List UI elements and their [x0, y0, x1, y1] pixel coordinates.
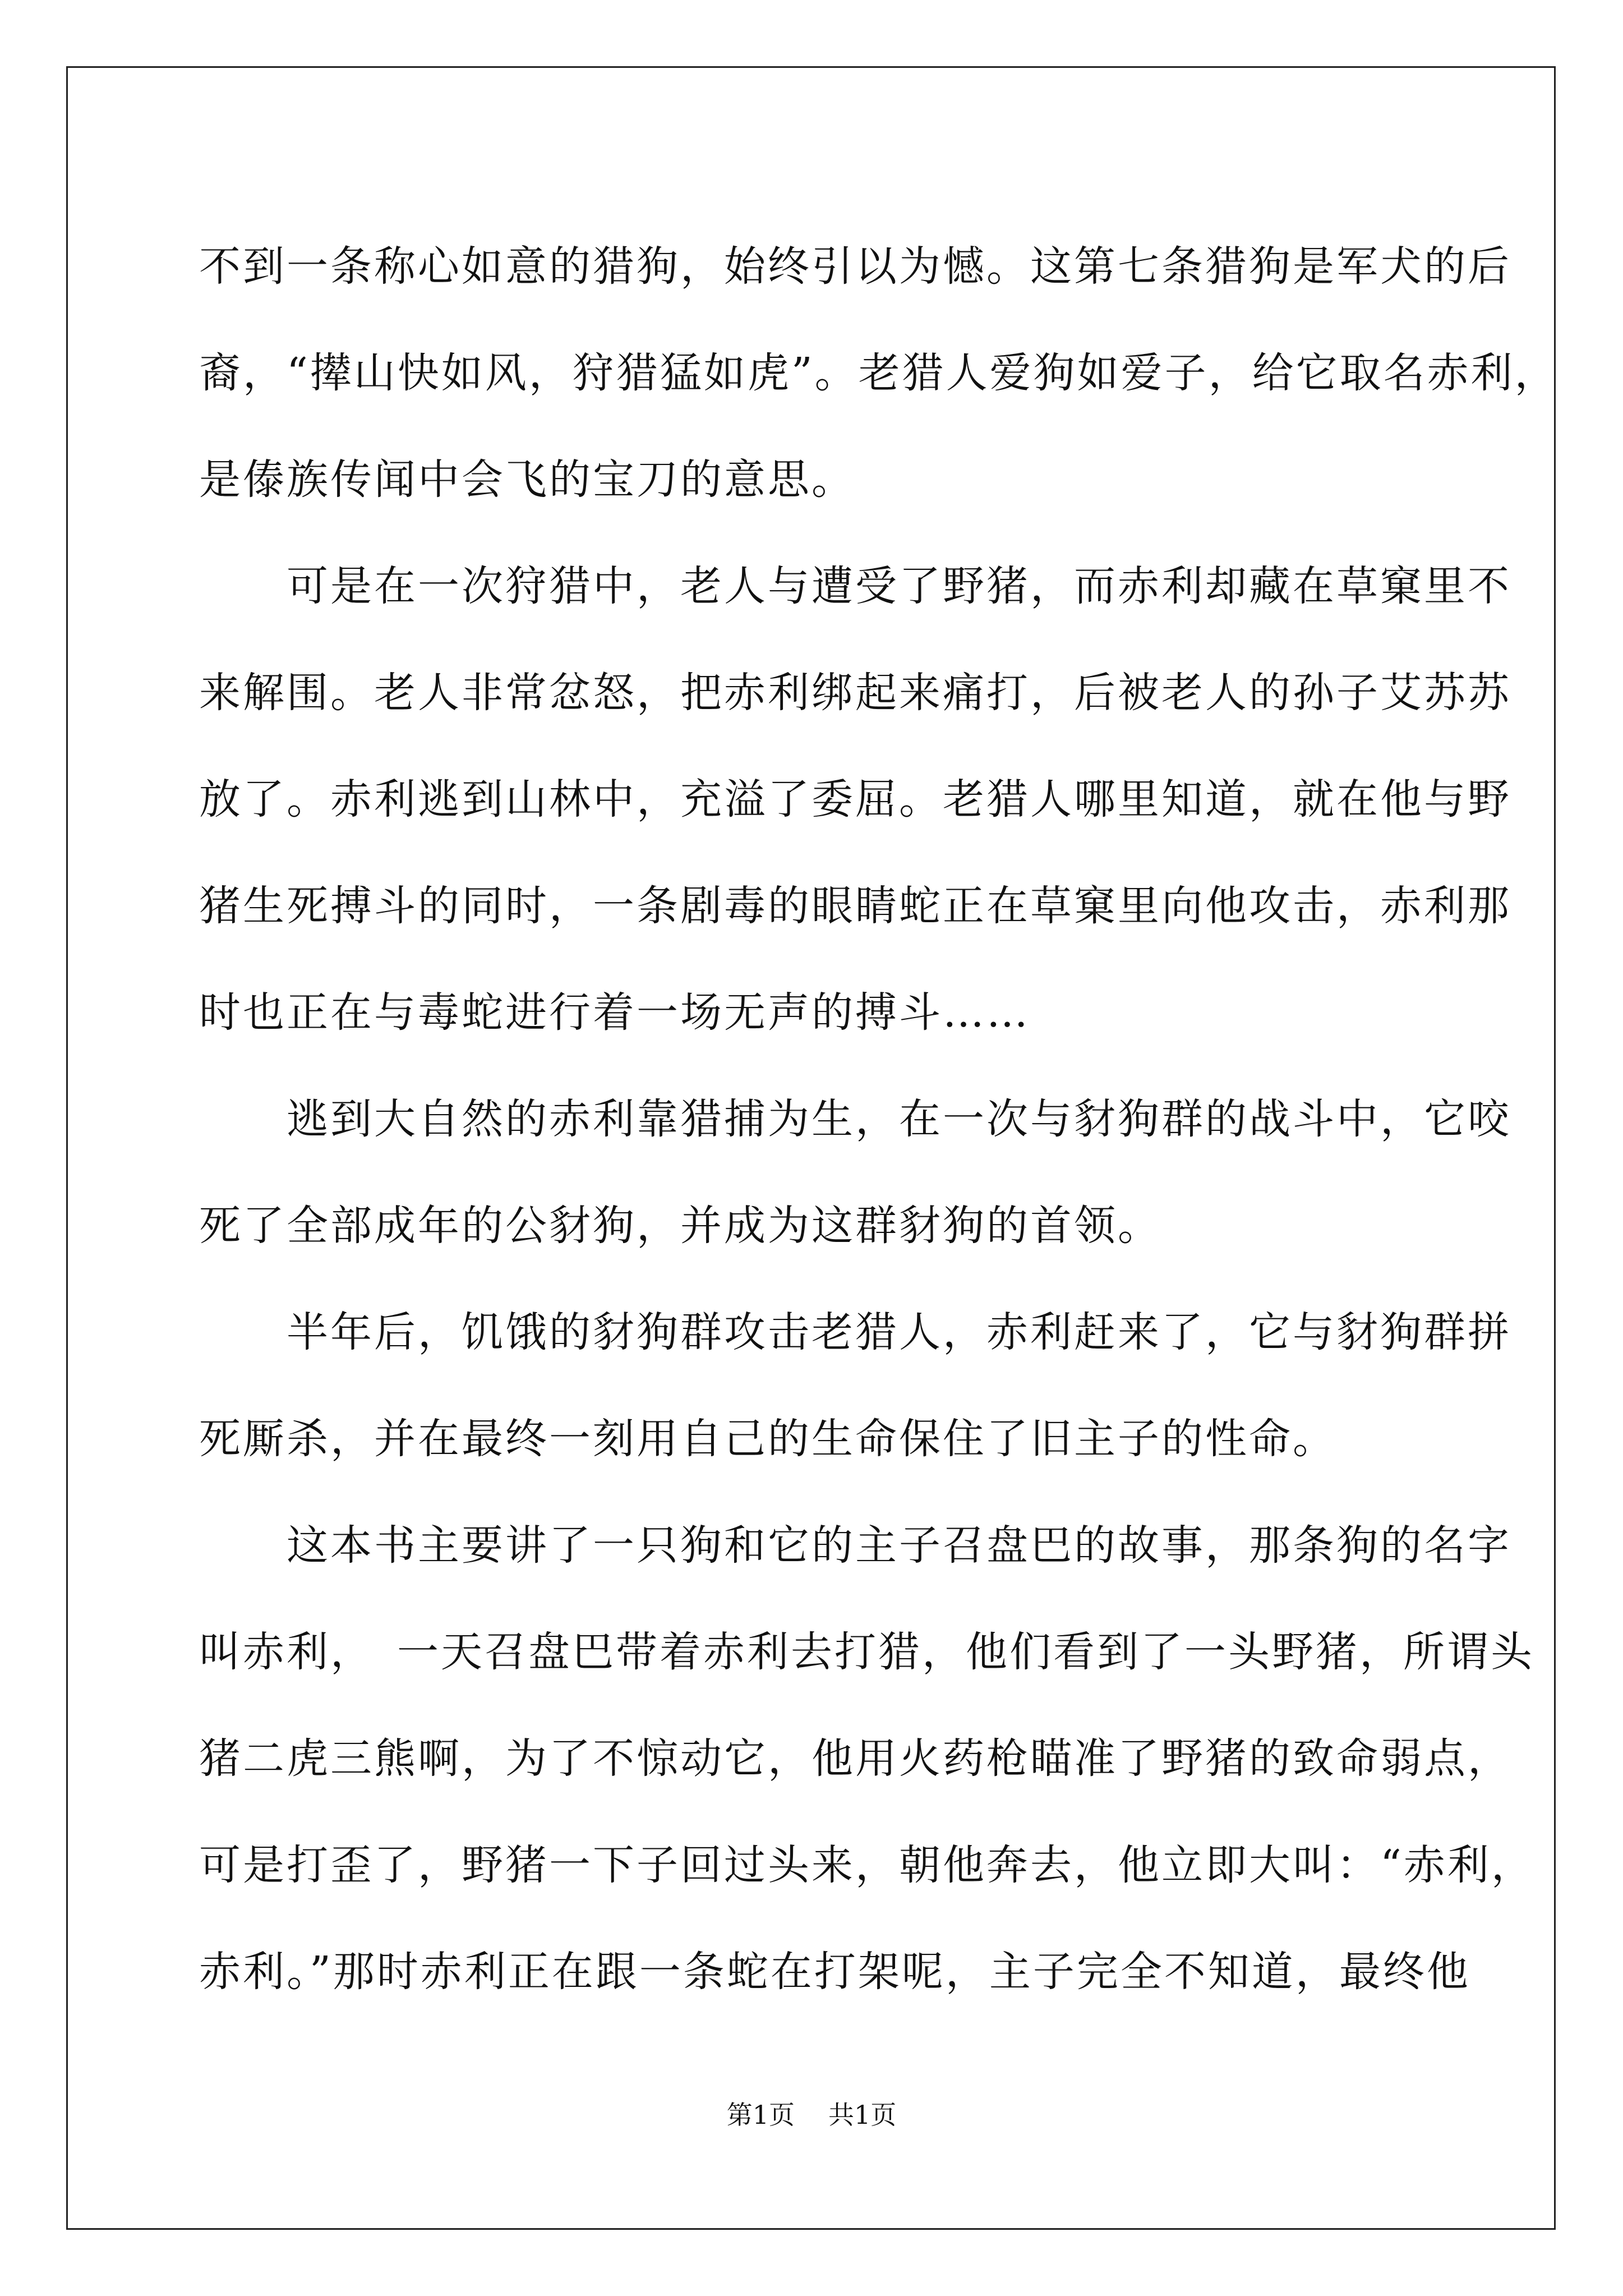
text-line: 来解围。老人非常忿怒，把赤利绑起来痛打，后被老人的孙子艾苏苏 [199, 669, 1511, 717]
text-line: 可是在一次狩猎中，老人与遭受了野猪，而赤利却藏在草窠里不 [199, 562, 1511, 610]
text-line: 这本书主要讲了一只狗和它的主子召盘巴的故事，那条狗的名字 [199, 1521, 1511, 1570]
text-line: 不到一条称心如意的猎狗，始终引以为憾。这第七条猎狗是军犬的后 [199, 242, 1511, 291]
text-line: 放了。赤利逃到山林中，充溢了委屈。老猎人哪里知道，就在他与野 [199, 775, 1511, 823]
text-line: 裔，“撵山快如风，狩猎猛如虎”。老猎人爱狗如爱子，给它取名赤利， [199, 349, 1559, 397]
text-line: 死厮杀，并在最终一刻用自己的生命保住了旧主子的性命。 [199, 1415, 1336, 1463]
text-line: 死了全部成年的公豺狗，并成为这群豺狗的首领。 [199, 1202, 1161, 1250]
text-line: 可是打歪了，野猪一下子回过头来，朝他奔去，他立即大叫：“赤利， [199, 1841, 1535, 1889]
text-line: 叫赤利， 一天召盘巴带着赤利去打猎，他们看到了一头野猪，所谓头 [199, 1628, 1534, 1676]
page-total: 共1页 [828, 2100, 897, 2130]
text-line: 是傣族传闻中会飞的宝刀的意思。 [199, 455, 855, 504]
text-line: 时也正在与毒蛇进行着一场无声的搏斗…… [199, 988, 1030, 1037]
text-line: 猪二虎三熊啊，为了不惊动它，他用火药枪瞄准了野猪的致命弱点， [199, 1734, 1511, 1783]
text-line: 猪生死搏斗的同时，一条剧毒的眼睛蛇正在草窠里向他攻击，赤利那 [199, 882, 1511, 930]
page-footer [0, 2098, 1623, 2132]
text-line: 赤利。”那时赤利正在跟一条蛇在打架呢，主子完全不知道，最终他 [199, 1948, 1470, 1996]
document-body [199, 213, 1559, 2025]
text-line: 半年后，饥饿的豺狗群攻击老猎人，赤利赶来了，它与豺狗群拼 [199, 1308, 1511, 1356]
text-line: 逃到大自然的赤利靠猎捕为生，在一次与豺狗群的战斗中，它咬 [199, 1095, 1511, 1143]
page-number: 第1页 [726, 2100, 795, 2130]
